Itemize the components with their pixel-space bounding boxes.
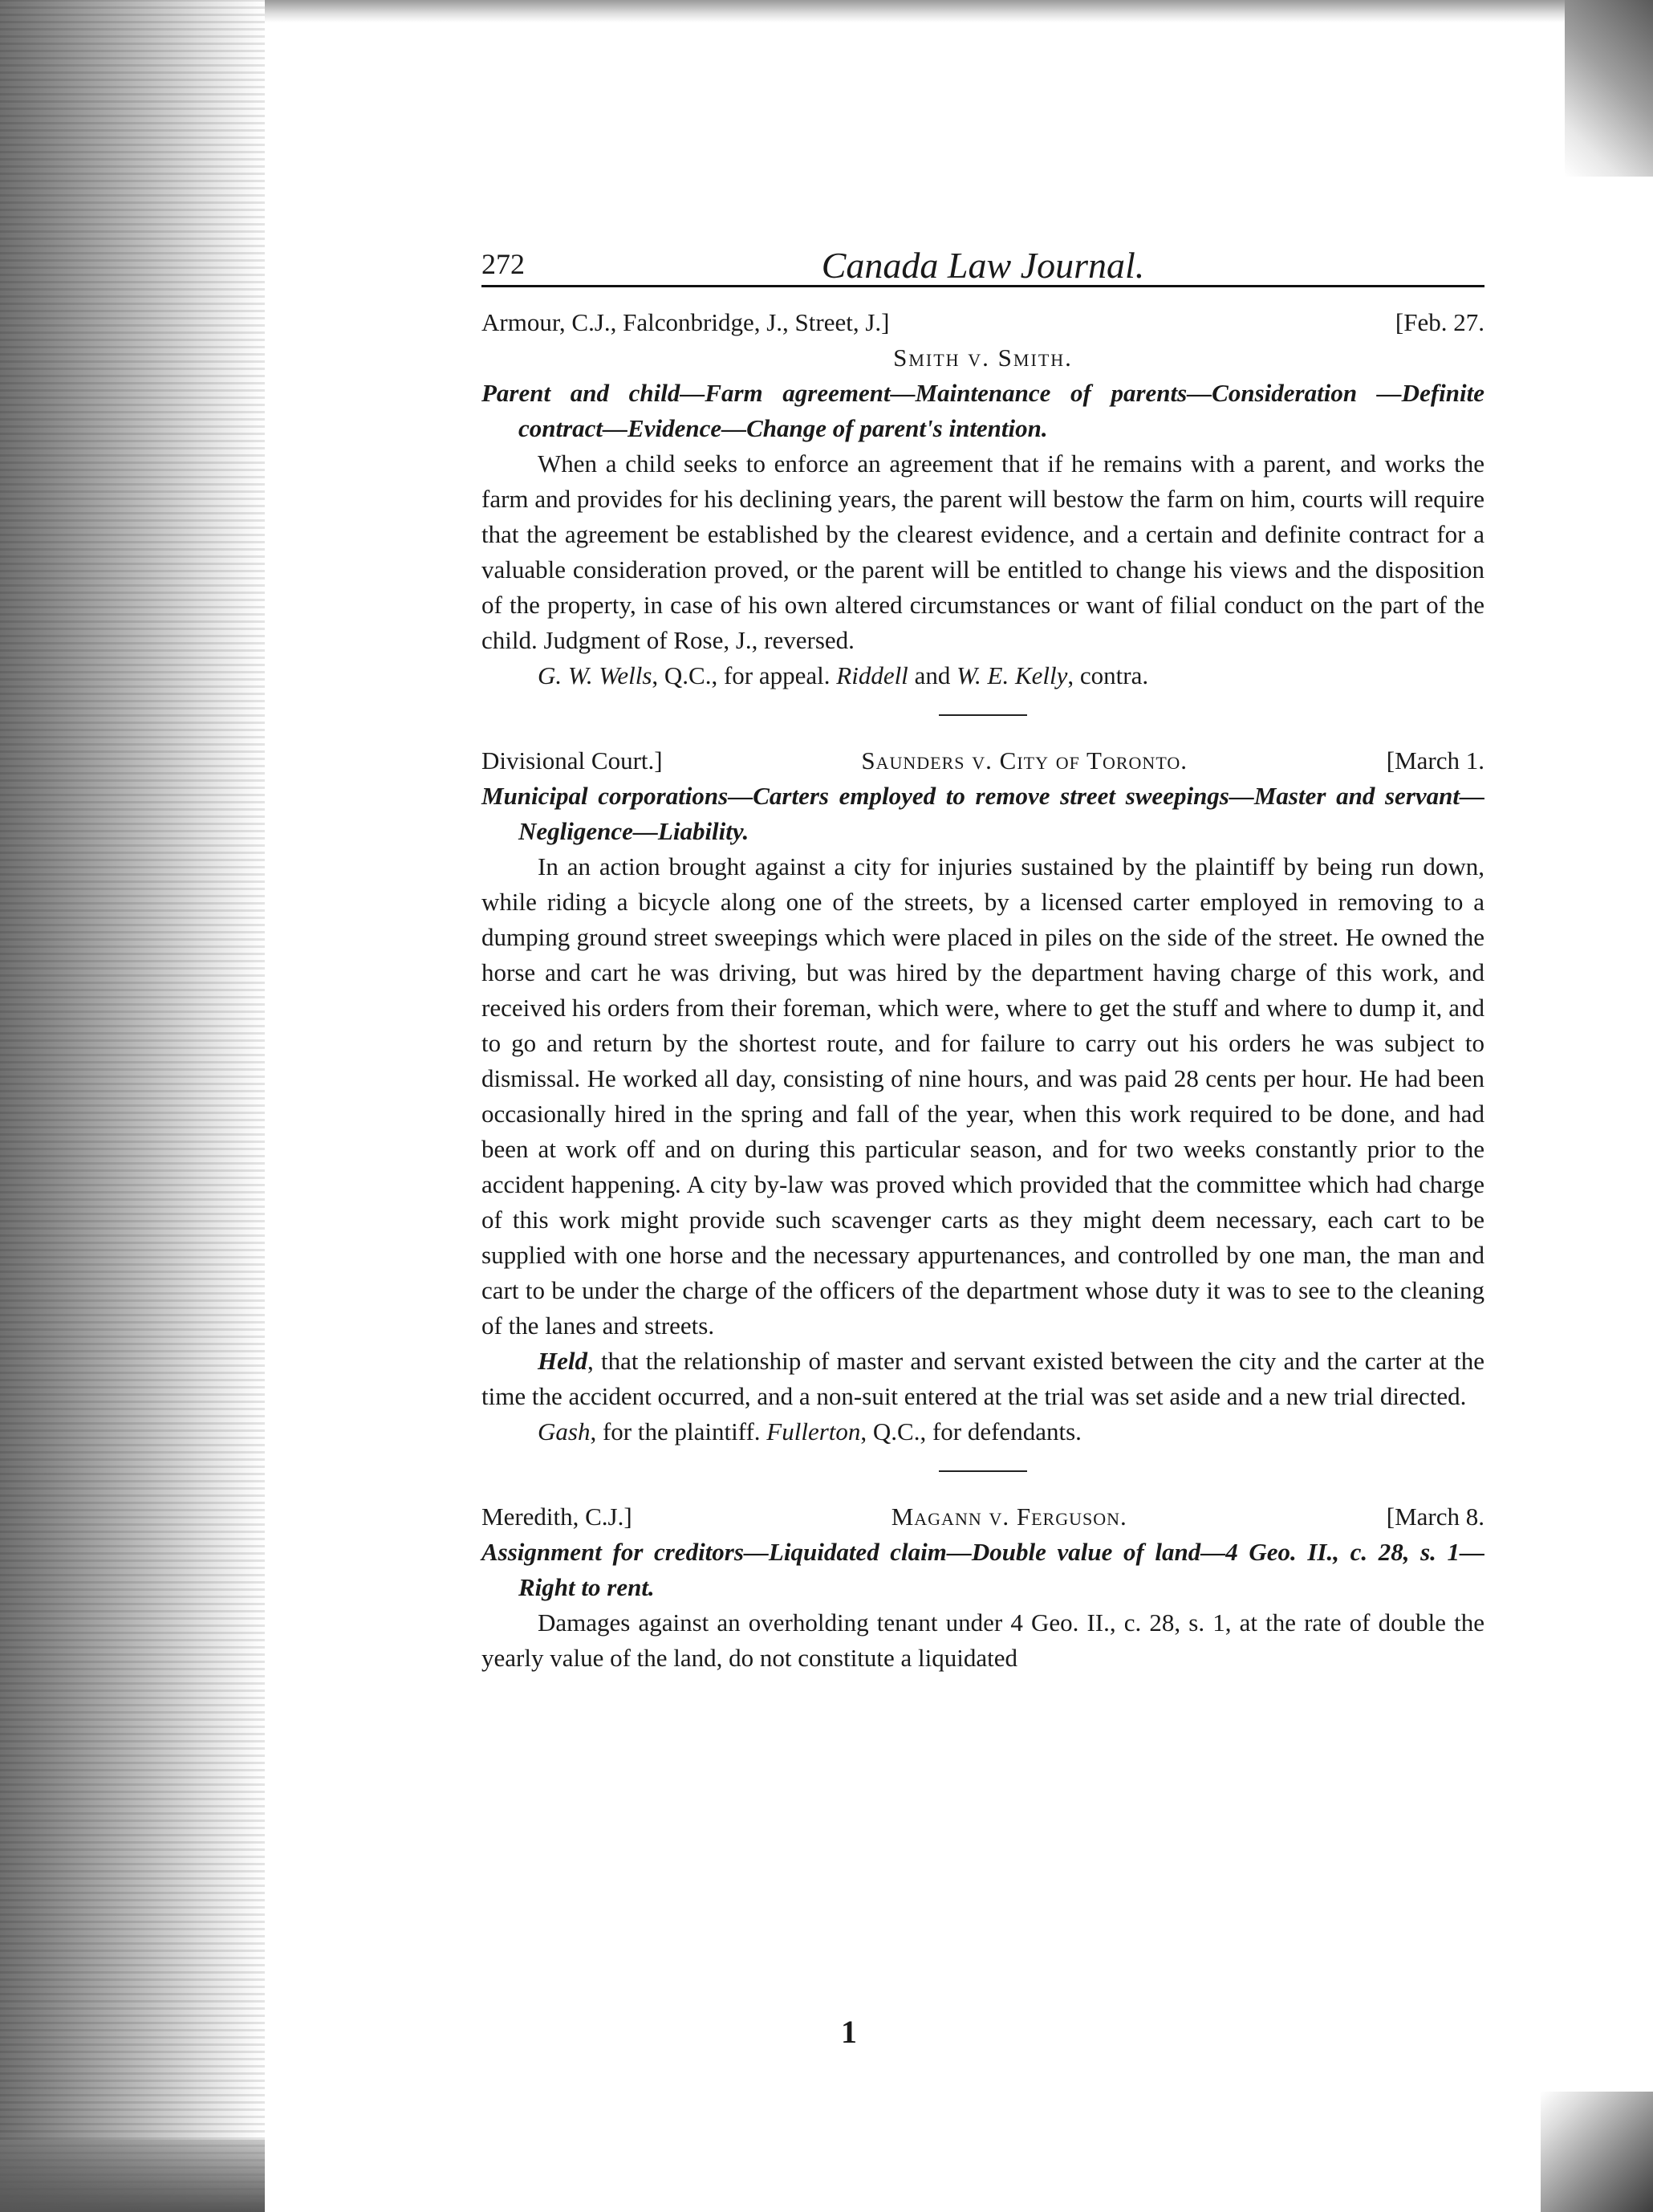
court-line bbox=[481, 743, 1484, 779]
case-name: Magann v. Ferguson. bbox=[891, 1502, 1127, 1531]
case-name: Saunders v. City of Toronto. bbox=[861, 746, 1188, 775]
decision-date: [March 1. bbox=[1386, 746, 1484, 775]
court-judges: Armour, C.J., Falconbridge, J., Street, J.] bbox=[481, 308, 890, 336]
case-separator-rule bbox=[939, 1470, 1027, 1472]
held-paragraph bbox=[481, 1344, 1484, 1414]
scan-top-edge-shadow bbox=[265, 0, 1653, 22]
journal-title: Canada Law Journal. bbox=[821, 245, 1145, 286]
journal-page bbox=[481, 237, 1484, 1676]
scan-corner-top-right bbox=[1565, 0, 1653, 177]
case-headnote: Parent and child—Farm agreement—Maintenance of parents—Consideration —Definite contract—Evidence—Change of parent's intention. bbox=[481, 379, 1484, 442]
case-smith-v-smith bbox=[481, 305, 1484, 693]
case-body-paragraph: In an action brought against a city for injuries sustained by the plaintiff by being run down, while riding a bicycle along one of the streets, by a licensed carter employed in removing to a dumping ground street sweepings which were placed in piles on the side of the street. He owned the horse and cart he was driving, but was hired by the department having charge of this work, and received his orders from their foreman, which were, where to get the stuff and where to dump it, and to go and return by the shortest route, and for failure to carry out his orders he was subject to dismissal. He worked all day, consisting of nine hours, and was paid 28 cents per hour. He had been occasionally hired in the spring and fall of the year, when this work required to be done, and had been at work off and on during this particular season, and for two weeks constantly prior to the accident happening. A city by-law was proved which provided that the committee which had charge of this work might provide such scavenger carts as they might deem necessary, each cart to be supplied with one horse and the necessary appurtenances, and controlled by one man, the man and cart to be under the charge of the officers of the department whose duty it was to see to the cleaning of the lanes and streets. bbox=[481, 852, 1484, 1340]
counsel-name: Gash bbox=[538, 1417, 591, 1446]
case-headnote: Municipal corporations—Carters employed to remove street sweepings—Master and servant—Negligence—Liability. bbox=[481, 782, 1484, 845]
scan-corner-bottom-left bbox=[0, 2140, 265, 2212]
counsel-role: , Q.C., for defendants. bbox=[860, 1417, 1082, 1446]
counsel-role: , contra. bbox=[1067, 661, 1149, 689]
case-headnote: Assignment for creditors—Liquidated claim—Double value of land—4 Geo. II., c. 28, s. 1—Right to rent. bbox=[481, 1538, 1484, 1601]
counsel-name: Riddell bbox=[836, 661, 908, 689]
held-word: Held bbox=[538, 1347, 587, 1375]
counsel-name: Fullerton bbox=[766, 1417, 861, 1446]
case-body-paragraph: Damages against an overholding tenant under 4 Geo. II., c. 28, s. 1, at the rate of double the yearly value of the land, do not constitute a liquidated bbox=[481, 1608, 1484, 1672]
decision-date: [Feb. 27. bbox=[1395, 308, 1484, 336]
page-mark: 1 bbox=[841, 2014, 857, 2050]
case-separator-rule bbox=[939, 714, 1027, 716]
court-judge: Meredith, C.J.] bbox=[481, 1502, 632, 1531]
case-saunders-v-toronto bbox=[481, 743, 1484, 1450]
counsel-name: W. E. Kelly bbox=[956, 661, 1068, 689]
counsel-role: , for the plaintiff. bbox=[590, 1417, 767, 1446]
counsel-line bbox=[481, 658, 1484, 693]
case-magann-v-ferguson bbox=[481, 1499, 1484, 1676]
case-body-paragraph: When a child seeks to enforce an agreement that if he remains with a parent, and works the farm and provides for his declining years, the parent will bestow the farm on him, courts will require that the agreement be established by the clearest evidence, and a certain and definite contract for a valuable consideration proved, or the parent will be entitled to change his views and the disposition of the property, in case of his own altered circumstances or want of filial conduct on the part of the child. Judgment of Rose, J., reversed. bbox=[481, 449, 1484, 654]
counsel-line bbox=[481, 1414, 1484, 1450]
held-text: , that the relationship of master and servant existed between the city and the carter at the time the accident occurred, and a non-suit entered at the trial was set aside and a new trial directed. bbox=[481, 1347, 1484, 1410]
counsel-joiner: and bbox=[908, 661, 957, 689]
counsel-role: , Q.C., for appeal. bbox=[652, 661, 831, 689]
running-header bbox=[481, 237, 1484, 287]
court-name: Divisional Court.] bbox=[481, 746, 663, 775]
decision-date: [March 8. bbox=[1386, 1502, 1484, 1531]
court-line bbox=[481, 305, 1484, 340]
court-line bbox=[481, 1499, 1484, 1535]
scan-left-edge-shadow bbox=[0, 0, 265, 2212]
case-name: Smith v. Smith. bbox=[893, 344, 1073, 372]
scan-corner-bottom-right bbox=[1541, 2092, 1653, 2212]
counsel-name: G. W. Wells bbox=[538, 661, 652, 689]
page-number: 272 bbox=[481, 248, 525, 280]
